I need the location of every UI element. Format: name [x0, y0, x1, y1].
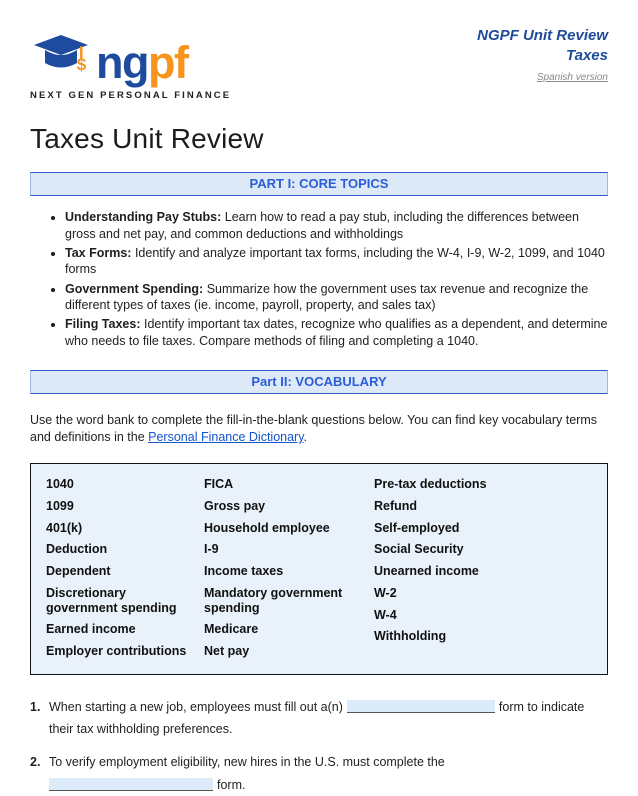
- answer-blank[interactable]: [49, 778, 213, 791]
- word-bank-term: Gross pay: [204, 498, 266, 513]
- word-bank-term: 1099: [46, 498, 74, 513]
- questions: [30, 696, 608, 796]
- topic-item: • Filing Taxes: Identify important tax dates, recognize who qualifies as a dependent, and determine who needs to file taxes. Compare methods of filing and completing a 1040.: [65, 316, 608, 349]
- word-bank-column-2: [204, 477, 374, 666]
- word-bank-term: W-2: [374, 585, 397, 600]
- word-bank: [30, 463, 608, 675]
- word-bank-term: Medicare: [204, 622, 259, 637]
- word-bank-term: Household employee: [204, 520, 330, 535]
- header-right: [477, 20, 608, 85]
- svg-text:$: $: [76, 55, 87, 74]
- unit-review-label: NGPF Unit Review: [477, 27, 608, 44]
- spanish-version-link[interactable]: Spanish version: [536, 71, 608, 83]
- question-text: To verify employment eligibility, new hires in the U.S. must complete the form.: [49, 755, 445, 792]
- word-bank-term: Social Security: [374, 542, 464, 557]
- personal-finance-dictionary-link[interactable]: Personal Finance Dictionary: [148, 430, 304, 445]
- word-bank-term: 401(k): [46, 520, 83, 535]
- vocab-intro: Use the word bank to complete the fill-in-the-blank questions below. You can find key vocabulary terms and definitions in the Personal Finance Dictionary.: [30, 412, 597, 445]
- core-topics-list: [30, 209, 608, 350]
- word-bank-term: Deduction: [46, 542, 108, 557]
- word-bank-term: I-9: [204, 542, 219, 557]
- word-bank-term: Dependent: [46, 564, 111, 578]
- word-bank-term: 1040: [46, 477, 74, 491]
- question-1: [30, 696, 608, 741]
- question-number: 2.: [30, 755, 41, 770]
- logo-wordmark: ngpf: [96, 36, 188, 88]
- question-2: [30, 751, 608, 796]
- unit-name-label: Taxes: [566, 47, 608, 65]
- ngpf-logo: [30, 20, 231, 101]
- word-bank-term: Refund: [374, 498, 418, 513]
- word-bank-term: Earned income: [46, 622, 136, 637]
- word-bank-term: Employer contributions: [46, 644, 187, 658]
- word-bank-term: Net pay: [204, 644, 250, 658]
- question-number: 1.: [30, 699, 41, 714]
- word-bank-term: Withholding: [374, 629, 447, 644]
- word-bank-term: W-4: [374, 607, 397, 622]
- answer-blank[interactable]: [347, 700, 495, 713]
- topic-item: • Understanding Pay Stubs: Learn how to read a pay stub, including the differences between gross and net pay, and common deductions and withholdings: [65, 209, 608, 242]
- topic-item: • Government Spending: Summarize how the government uses tax revenue and recognize the different types of taxes (ie. income, payroll, property, and sales tax): [65, 281, 608, 314]
- topic-item: • Tax Forms: Identify and analyze important tax forms, including the W-4, I-9, W-2, 1099, and 1040 forms: [65, 245, 608, 278]
- word-bank-term: Pre-tax deductions: [374, 477, 487, 491]
- graduation-cap-icon: [30, 26, 94, 83]
- word-bank-term: Unearned income: [374, 564, 479, 578]
- question-text: When starting a new job, employees must fill out a(n) form to indicate their tax withholding preferences.: [49, 699, 585, 736]
- section-banner-part2: Part II: VOCABULARY: [30, 370, 608, 394]
- word-bank-term: Self-employed: [374, 520, 460, 535]
- word-bank-term: Income taxes: [204, 564, 284, 578]
- word-bank-term: Discretionary government spending: [46, 585, 177, 615]
- section-banner-part1: PART I: CORE TOPICS: [30, 172, 608, 196]
- logo-tagline: NEXT GEN PERSONAL FINANCE: [30, 90, 232, 101]
- word-bank-term: FICA: [204, 477, 234, 491]
- header: [30, 20, 608, 101]
- word-bank-term: Mandatory government spending: [204, 585, 343, 615]
- page-title: Taxes Unit Review: [30, 123, 264, 154]
- word-bank-column-1: [46, 477, 204, 666]
- word-bank-column-3: [374, 477, 601, 666]
